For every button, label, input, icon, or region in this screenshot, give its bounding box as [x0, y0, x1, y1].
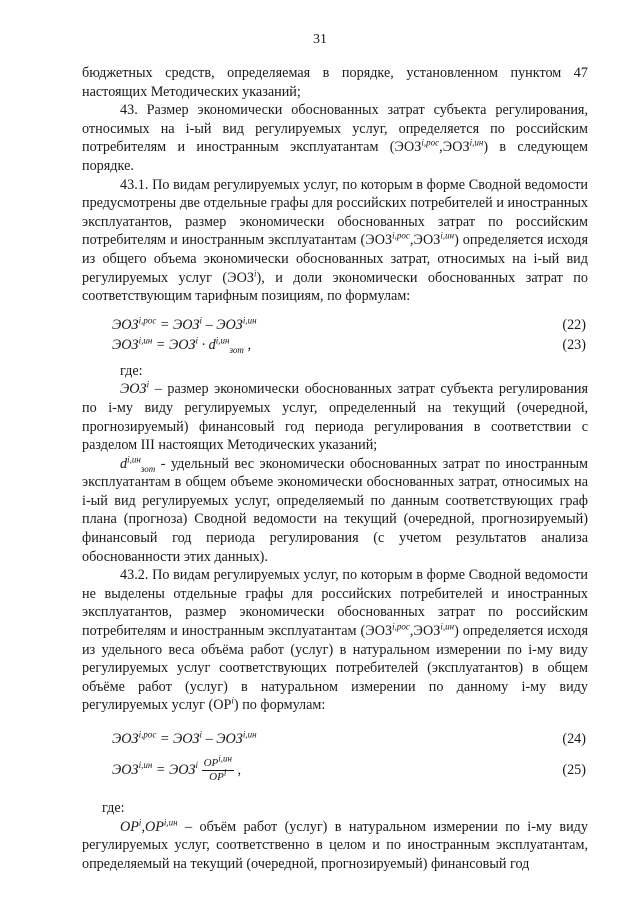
where-label-1: где:	[120, 362, 143, 379]
paragraph-42-continuation: бюджетных средств, определяемая в порядке, установленном пунктом 47 настоящих Методических указаний;	[82, 65, 588, 100]
document-body	[82, 64, 588, 873]
paragraph-43-1: 43.1. По видам регулируемых услуг, по которым в форме Сводной ведомости предусмотрены две отдельные графы для российских потребителей и иностранных эксплуатантов, размер экономически обоснованных затрат по российским потребителям и иностранным эксплуатантам $(ЭОЗ^{i,рос},ЭОЗ^{i,ин})$ определяется исходя из общего объема экономически обоснованных затрат, относимых на i-ый вид регулируемых услуг (ЭОЗ$^i$), и доли экономически обоснованных затрат по соответствующим тарифным позициям, по формулам:	[82, 176, 588, 305]
formula-24: $ЭОЗ^{i,рос} = ЭОЗ^i - ЭОЗ^{i,ин}$ (24)	[112, 728, 586, 747]
where-label-2: где:	[102, 800, 125, 816]
formula-23: $ЭОЗ^{i,ин} = ЭОЗ^i \cdot d^{i,ин}_{зот}$ , (23)	[112, 335, 586, 356]
paragraph-43: 43. Размер экономически обоснованных затрат субъекта регулирования, относимых на i-ый вид регулируемых услуг, определяется по российским потребителям и иностранным эксплуатантам $(ЭОЗ^{i,рос},ЭОЗ^{i,ин})$ в следующем порядке.	[82, 102, 588, 174]
definition-eoz-i: ЭОЗ$^i$ – размер экономически обоснованных затрат субъекта регулирования по i-му виду регулируемых услуг, определенный на текущий (очередной, прогнозируемый) финансовый год периода регулирования в соответствии с разделом III настоящих Методических указаний;	[82, 379, 588, 454]
paragraph-43-2: 43.2. По видам регулируемых услуг, по которым в форме Сводной ведомости не выделены отдельные графы для российских потребителей и иностранных эксплуатантов, размер экономически обоснованных затрат по российским потребителям и иностранным эксплуатантам $(ЭОЗ^{i,рос},ЭОЗ^{i,ин})$ определяется исходя из удельного веса объёма работ (услуг) в натуральном измерении по i-му виду регулируемых услуг соответствующих потребителей (эксплуатантов) в общем объёме работ (услуг) в натуральном измерении по данному i-му виду регулируемых услуг $(ОР^i)$ по формулам:	[82, 567, 588, 714]
definition-d-zot: $d^{i,ин}_{зот}$ - удельный вес экономически обоснованных затрат по иностранным эксплуатантам в общем объеме экономически обоснованных затрат, относимых на i-ый вид регулируемых услуг, определяемый по данным соответствующих граф плана (прогноза) Сводной ведомости на текущий (очередной, прогнозируемый) финансовый год периода регулирования (с учетом результатов анализа обоснованности этих данных).	[82, 453, 588, 565]
formula-number-25: (25)	[562, 761, 586, 778]
formula-number-24: (24)	[562, 730, 586, 747]
formula-number-22: (22)	[562, 317, 586, 334]
formula-22: $ЭОЗ^{i,рос} = ЭОЗ^i - ЭОЗ^{i,ин}$ (22)	[112, 315, 586, 334]
definition-op: $ОР^i,ОР^{i,ин}$ – объём работ (услуг) в натуральном измерении по i-му виду регулируемых услуг, соответственно в целом и по иностранным эксплуатантам, определяемый на текущий (очередной, прогнозируемый) финансовый год	[82, 816, 588, 872]
formula-25: $ЭОЗ^{i,ин} = ЭОЗ^i$ $\frac{ОР^{i,ин}}{ОР^i}$ , (25)	[112, 752, 586, 783]
page-number: 31	[313, 32, 327, 47]
formula-number-23: (23)	[562, 337, 586, 354]
fraction-op: $\frac{ОР^{i,ин}}{ОР^i}$	[203, 752, 232, 783]
